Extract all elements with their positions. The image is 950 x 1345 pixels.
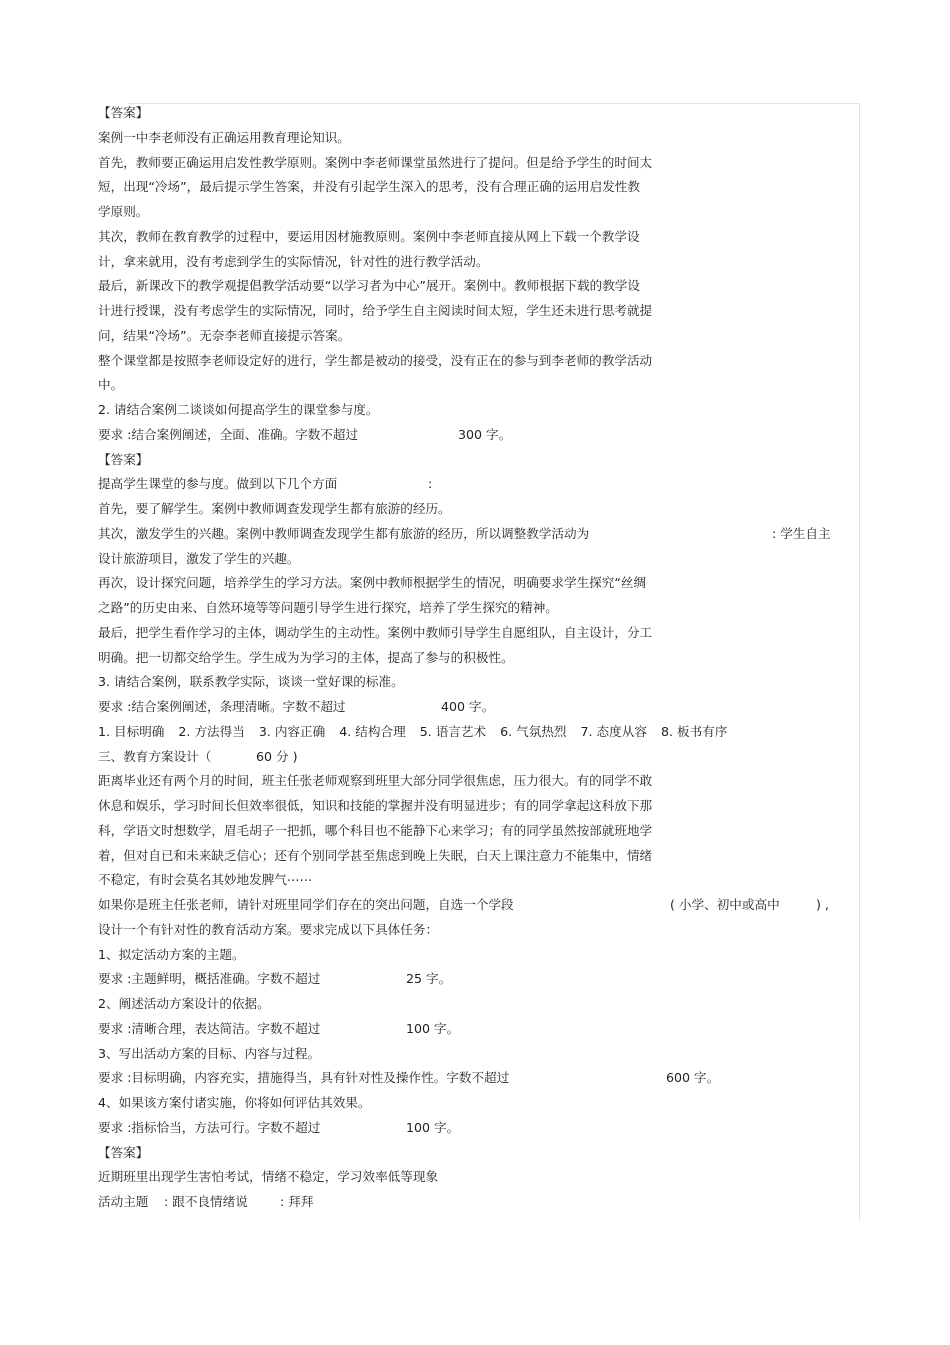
paragraph-line: 学原则。	[98, 204, 149, 219]
paragraph-line: 中。	[98, 377, 124, 393]
paragraph-line: 再次，设计探究问题，培养学生的学习方法。案例中教师根据学生的情况，明确要求学生探究“丝绸	[98, 575, 647, 591]
activity-theme-line	[98, 1190, 850, 1215]
standard-item: 5. 语言艺术	[419, 723, 487, 739]
paragraph-line: 其次，教师在教育教学的过程中，要运用因材施教原则。案例中李老师直接从网上下载一个教学设	[98, 228, 640, 244]
requirement-text: 要求 :结合案例阐述，条理清晰。字数不超过	[98, 699, 346, 714]
activity-theme-label: 活动主题	[98, 1194, 149, 1209]
paragraph-line: 近期班里出现学生害怕考试，情绪不稳定，学习效率低等现象	[98, 1169, 439, 1185]
activity-theme-a: : 跟不良情绪说	[164, 1194, 248, 1209]
requirement-line	[98, 423, 850, 448]
standard-item: 7. 态度从容	[580, 723, 647, 739]
answer-heading: 【答案】	[98, 1144, 149, 1160]
good-lesson-standards	[98, 720, 850, 745]
school-stage-end: ) ,	[816, 897, 829, 912]
requirement-line	[98, 695, 850, 720]
standard-item: 2. 方法得当	[178, 723, 245, 739]
paragraph-line: 计，拿来就用，没有考虑到学生的实际情况，针对性的进行教学活动。	[98, 253, 489, 269]
paragraph-line: 之路”的历史由来、自然环境等等问题引导学生进行探究，培养了学生探究的精神。	[98, 600, 558, 615]
paragraph-tail: : 学生自主	[772, 525, 831, 541]
word-count: 100 字。	[406, 1119, 460, 1135]
paragraph-line: 不稳定，有时会莫名其妙地发脾气⋯⋯	[98, 872, 313, 888]
paragraph-line: 距离毕业还有两个月的时间，班主任张老师观察到班里大部分同学很焦虑，压力很大。有的同学不敢	[98, 773, 653, 789]
paragraph-line: 案例一中李老师没有正确运用教育理论知识。	[98, 129, 350, 145]
task-2: 2、阐述活动方案设计的依据。	[98, 996, 270, 1011]
colon-mark: :	[428, 476, 433, 492]
paragraph-line	[98, 893, 850, 918]
requirement-text: 要求 :结合案例阐述，全面、准确。字数不超过	[98, 426, 359, 442]
question-3: 3. 请结合案例，联系教学实际，谈谈一堂好课的标准。	[98, 674, 404, 690]
paragraph-line: 计进行授课，没有考虑学生的实际情况，同时，给予学生自主阅读时间太短，学生还未进行思考就提	[98, 303, 653, 318]
paragraph-line: 科，学语文时想数学，眉毛胡子一把抓，哪个科目也不能静下心来学习；有的同学虽然按部就班地学	[98, 822, 653, 838]
paragraph-line: 休息和娱乐，学习时间长但效率很低，知识和技能的掌握并没有明显进步；有的同学拿起这科放下那	[98, 798, 653, 813]
question-2: 2. 请结合案例二谈谈如何提高学生的课堂参与度。	[98, 402, 379, 417]
requirement-text: 要求 :指标恰当，方法可行。字数不超过	[98, 1119, 321, 1135]
word-count: 25 字。	[406, 971, 452, 987]
paragraph-text: 提高学生课堂的参与度。做到以下几个方面	[98, 476, 338, 492]
paragraph-line	[98, 522, 850, 547]
paragraph-line: 最后，新课改下的教学观提倡教学活动要“以学习者为中心”展开。案例中。教师根据下载的教学设	[98, 278, 640, 294]
standard-item: 1. 目标明确	[98, 723, 165, 739]
paragraph-line: 问，结果“冷场”。无奈李老师直接提示答案。	[98, 327, 351, 343]
paragraph-text: 如果你是班主任张老师，请针对班里同学们存在的突出问题，自选一个学段	[98, 897, 514, 912]
activity-theme-b: : 拜拜	[280, 1194, 314, 1209]
paragraph-line	[98, 472, 850, 497]
paragraph-line: 设计一个有针对性的教育活动方案。要求完成以下具体任务：	[98, 921, 439, 937]
requirement-line	[98, 967, 850, 992]
paragraph-line: 首先，要了解学生。案例中教师调查发现学生都有旅游的经历。	[98, 501, 451, 516]
paragraph-line: 首先，教师要正确运用启发性教学原则。案例中李老师课堂虽然进行了提问。但是给予学生的时间太	[98, 154, 653, 170]
word-count: 400 字。	[441, 699, 495, 714]
paragraph-line: 着，但对自已和未来缺乏信心；还有个别同学甚至焦虑到晚上失眠，白天上课注意力不能集中，情绪	[98, 847, 653, 863]
word-count: 300 字。	[458, 426, 512, 442]
requirement-line	[98, 1116, 850, 1141]
requirement-text: 要求 :清晰合理，表达简洁。字数不超过	[98, 1020, 321, 1036]
paragraph-line: 明确。把一切都交给学生。学生成为为学习的主体，提高了参与的积极性。	[98, 649, 514, 665]
section-score: 60 分 )	[256, 748, 298, 764]
answer-heading: 【答案】	[98, 451, 149, 467]
word-count: 600 字。	[666, 1070, 720, 1086]
standard-item: 6. 气氛热烈	[500, 723, 567, 739]
requirement-line	[98, 1066, 850, 1091]
section-title: 三、教育方案设计（	[98, 748, 212, 764]
requirement-text: 要求 :目标明确，内容充实，措施得当，具有针对性及操作性。字数不超过	[98, 1070, 510, 1086]
standard-item: 8. 板书有序	[660, 723, 728, 739]
standard-item: 3. 内容正确	[258, 723, 326, 739]
paragraph-line: 设计旅游项目，激发了学生的兴趣。	[98, 550, 300, 566]
requirement-text: 要求 :主题鲜明，概括准确。字数不超过	[98, 971, 321, 987]
task-3: 3、写出活动方案的目标、内容与过程。	[98, 1045, 321, 1061]
requirement-line	[98, 1017, 850, 1042]
paragraph-line: 短，出现“冷场”，最后提示学生答案，并没有引起学生深入的思考，没有合理正确的运用启发性教	[98, 179, 640, 195]
standard-item: 4. 结构合理	[339, 723, 406, 739]
task-4: 4、如果该方案付诸实施，你将如何评估其效果。	[98, 1095, 371, 1110]
paragraph-line: 整个课堂都是按照李老师设定好的进行，学生都是被动的接受，没有正在的参与到李老师的教学活动	[98, 352, 653, 368]
task-1: 1、拟定活动方案的主题。	[98, 946, 245, 962]
document-body	[98, 101, 850, 1215]
answer-heading: 【答案】	[98, 105, 149, 120]
school-stage: ( 小学、初中或高中	[670, 897, 780, 912]
word-count: 100 字。	[406, 1020, 460, 1036]
paragraph-text: 其次，激发学生的兴趣。案例中教师调查发现学生都有旅游的经历，所以调整教学活动为	[98, 525, 590, 541]
section-heading	[98, 745, 850, 770]
page-frame-right	[859, 103, 860, 1220]
paragraph-line: 最后，把学生看作学习的主体，调动学生的主动性。案例中教师引导学生自愿组队，自主设计，分工	[98, 624, 653, 640]
